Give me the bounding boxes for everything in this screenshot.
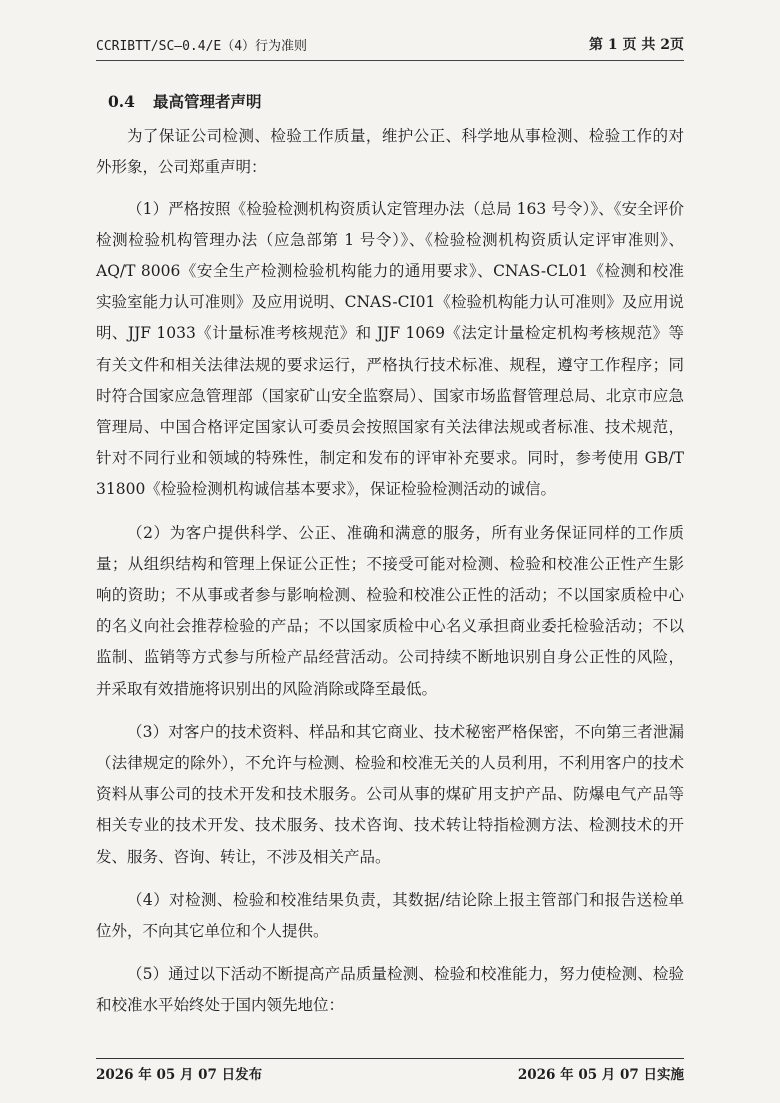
section-number: 0.4 (108, 92, 135, 111)
clause-4-paragraph: （4）对检测、检验和校准结果负责，其数据/结论除上报主管部门和报告送检单位外，不向其它单位和个人提供。 (96, 890, 684, 941)
clause-3-paragraph: （3）对客户的技术资料、样品和其它商业、技术秘密严格保密，不向第三者泄漏（法律规定的除外），不允许与检测、检验和校准无关的人员利用，不利用客户的技术资料从事公司的技术开发和技术服务。公司从事的煤矿用支护产品、防爆电气产品等相关专业的技术开发、技术服务、技术咨询、技术转让特指检测方法、检测技术的开发、服务、咨询、转让，不涉及相关产品。 (96, 722, 684, 866)
page-number: 第 1 页 共 2页 (589, 37, 684, 53)
effective-date: 2026 年 05 月 07 日实施 (517, 1067, 684, 1083)
document-code: CCRIBTT/SC—0.4/E（4）行为准则 (96, 39, 308, 54)
clause-5-paragraph: （5）通过以下活动不断提高产品质量检测、检验和校准能力，努力使检测、检验和校准水平始终处于国内领先地位： (96, 965, 684, 1015)
document-body (96, 86, 684, 1034)
page-footer (96, 1058, 684, 1083)
page-header (96, 34, 684, 61)
section-heading (108, 86, 684, 117)
clause-1-paragraph: （1）严格按照《检验检测机构资质认定管理办法（总局 163 号令）》、《安全评价检测检验机构管理办法（应急部第 1 号令）》、《检验检测机构资质认定评审准则》、AQ/T 8006《安全生产检测检验机构能力的通用要求》、CNAS-CL01《检测和校准实验室能力认可准则》及应用说明、CNAS-CI01《检验机构能力认可准则》及应用说明、JJF 1033《计量标准考核规范》和 JJF 1069《法定计量检定机构考核规范》等有关文件和相关法律法规的要求运行，严格执行技术标准、规程，遵守工作程序；同时符合国家应急管理部（国家矿山安全监察局）、国家市场监督管理总局、北京市应急管理局、中国合格评定国家认可委员会按照国家有关法律法规或者标准、技术规范，针对不同行业和领域的特殊性，制定和发布的评审补充要求。同时，参考使用 GB/T 31800《检验检测机构诚信基本要求》，保证检验检测活动的诚信。 (96, 199, 684, 499)
publish-date: 2026 年 05 月 07 日发布 (96, 1067, 263, 1083)
clause-2-paragraph: （2）为客户提供科学、公正、准确和满意的服务，所有业务保证同样的工作质量；从组织结构和管理上保证公正性；不接受可能对检测、检验和校准公正性产生影响的资助；不从事或者参与影响检测、检验和校准公正性的活动；不以国家质检中心的名义向社会推荐检验的产品；不以国家质检中心名义承担商业委托检验活动；不以监制、监销等方式参与所检产品经营活动。公司持续不断地识别自身公正性的风险，并采取有效措施将识别出的风险消除或降至最低。 (96, 523, 684, 698)
intro-paragraph: 为了保证公司检测、检验工作质量，维护公正、科学地从事检测、检验工作的对外形象，公司郑重声明： (96, 127, 684, 177)
section-title: 最高管理者声明 (152, 92, 262, 111)
